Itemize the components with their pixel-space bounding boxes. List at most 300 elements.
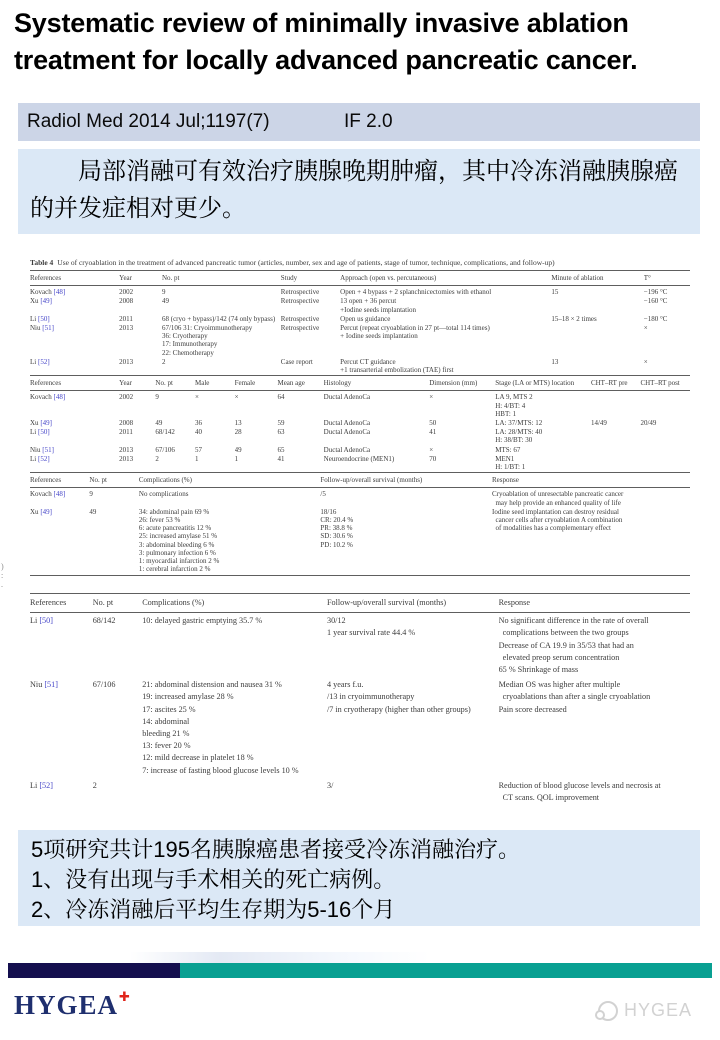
- table-cell: [155, 455, 195, 471]
- table-text-line: 2: [92, 780, 97, 790]
- summary-top-text: 局部消融可有效治疗胰腺晚期肿瘤，其中冷冻消融胰腺癌的并发症相对更少。: [30, 158, 678, 222]
- citation-number: [52]: [39, 780, 53, 790]
- table-cell: [495, 428, 591, 444]
- table-cell: [429, 428, 495, 444]
- table-cell: [429, 455, 495, 471]
- table-text-line: 10: delayed gastric emptying 35.7 %: [142, 616, 263, 626]
- table-cell: [277, 393, 323, 418]
- table-row: [30, 779, 690, 804]
- table-row: [30, 323, 690, 357]
- table-text-line: 9: [155, 393, 159, 402]
- table-text-line: elevated preop serum concentration: [498, 652, 620, 662]
- summary-box-bottom: [18, 830, 700, 926]
- citation-number: [51]: [42, 324, 54, 333]
- table-cell: [235, 455, 278, 471]
- table-text-line: 2013: [119, 357, 134, 366]
- table-text-line: [640, 393, 688, 401]
- table-cell: [640, 419, 690, 427]
- table-text-line: 67/106: [92, 680, 116, 690]
- table-column-header: [142, 597, 327, 609]
- table-cell: [281, 358, 340, 374]
- table-text-line: 9: [89, 490, 93, 499]
- table-text-line: 1: myocardial infarction 2 %: [138, 557, 220, 566]
- table-cell: [119, 455, 155, 471]
- table-cell: [492, 508, 690, 574]
- table-text-line: LA 9, MTS 2: [495, 393, 533, 402]
- table-rule: [30, 375, 690, 376]
- citation-number: [49]: [40, 507, 52, 516]
- table-text-line: Xu [49]: [30, 507, 52, 516]
- table-text-line: PD: 10.2 %: [320, 540, 353, 549]
- table-cell: [30, 419, 119, 427]
- table-cell: [93, 780, 143, 804]
- table-text-line: 13: fever 20 %: [142, 741, 191, 751]
- table-cell: [235, 428, 278, 444]
- table-row: [30, 296, 690, 313]
- table-cell: [324, 446, 430, 454]
- table-text-line: H: 1/BT: 1: [495, 463, 526, 472]
- table-text-line: −196 °C: [643, 288, 668, 297]
- table-text-line: 1 year survival rate 44.4 %: [326, 628, 416, 638]
- table-text-line: 36: [194, 419, 202, 428]
- citation-number: [49]: [40, 419, 52, 428]
- table-text-line: CT scans. QOL improvement: [498, 793, 600, 803]
- table-column-header: [320, 476, 492, 484]
- table-cell: [327, 780, 499, 804]
- table-cell: [340, 324, 551, 357]
- table-text-line: No significant difference in the rate of overall: [498, 616, 649, 626]
- table-text-line: Percut (repeat cryoablation in 27 pt—total 114 times): [340, 324, 490, 333]
- table-text-line: 2002: [119, 288, 134, 297]
- table-text-line: Study: [280, 274, 298, 282]
- table-cell: [640, 446, 690, 454]
- table-text-line: /7 in cryotherapy (higher than other groups): [326, 704, 471, 714]
- table-cell: [495, 455, 591, 471]
- table-cell: [324, 419, 430, 427]
- table-header-row: [30, 272, 690, 284]
- table-text-line: Ductal AdenoCa: [323, 419, 371, 428]
- table-cell: [162, 315, 281, 323]
- table-cell: [591, 393, 641, 418]
- table-text-line: 1: [234, 454, 239, 463]
- table-text-line: Follow-up/overall survival (months): [326, 598, 447, 607]
- table-row: [30, 454, 690, 471]
- table-text-line: PR: 38.8 %: [320, 524, 353, 533]
- table-text-line: References: [30, 476, 62, 485]
- table-cell: [429, 393, 495, 418]
- table-cell: [340, 315, 551, 323]
- table-text-line: Response: [491, 476, 519, 485]
- table-text-line: Kovach [48]: [30, 393, 66, 402]
- table-cell: [30, 297, 119, 313]
- table-text-line: 68 (cryo + bypass)/142 (74 only bypass): [161, 314, 276, 323]
- table-column-header: [277, 379, 323, 387]
- paper-table-part2: [30, 592, 690, 806]
- citation-number: [52]: [37, 357, 50, 366]
- table-text-line: complications between the two groups: [498, 628, 629, 638]
- table-text-line: Ductal AdenoCa: [323, 428, 371, 437]
- table-text-line: 26: fever 53 %: [138, 516, 181, 525]
- table-column-header: [281, 274, 340, 282]
- table-text-line: Kovach [48]: [30, 288, 66, 297]
- table-column-header: [495, 379, 591, 387]
- table-cell: [142, 615, 327, 676]
- table-cell: [30, 315, 119, 323]
- table-text-line: Open us guidance: [340, 314, 391, 323]
- table-text-line: Female: [234, 379, 256, 388]
- table-text-line: ×: [429, 445, 434, 454]
- footer-bar-teal: [180, 963, 712, 978]
- table-text-line: 14/49: [590, 419, 607, 428]
- table-text-line: HBT: 1: [495, 409, 517, 418]
- table-column-header: [499, 597, 690, 609]
- table-cell: [155, 428, 195, 444]
- table-cell: [30, 490, 89, 506]
- table-text-line: 18/16: [320, 507, 337, 516]
- table-text-line: 2013: [119, 445, 134, 454]
- table-column-header: [235, 379, 278, 387]
- table-cell: [640, 393, 690, 418]
- table-text-line: Pain score decreased: [498, 704, 567, 714]
- table-column-header: [644, 274, 690, 282]
- table-text-line: bleeding 21 %: [142, 729, 190, 739]
- table-cell: [551, 297, 643, 313]
- table-cell: [277, 455, 323, 471]
- table-text-line: ×: [194, 393, 199, 402]
- table-text-line: 49: [161, 297, 169, 306]
- table-text-line: Stage (LA or MTS) location: [495, 379, 575, 388]
- table-text-line: No. pt: [92, 598, 114, 607]
- table-column-header: [429, 379, 495, 387]
- table-rule: [30, 575, 690, 576]
- table-text-line: 2: [161, 357, 166, 366]
- table-text-line: [640, 428, 688, 436]
- table-column-header: [492, 476, 690, 484]
- table-cell: [499, 780, 690, 804]
- table-text-line: 13: [234, 419, 242, 428]
- table-text-line: Niu [51]: [30, 445, 54, 454]
- table-cell: [281, 324, 340, 357]
- table-text-line: Iodine seed implantation can destroy residual: [491, 507, 619, 516]
- table-cell: [195, 393, 235, 418]
- table-text-line: 1: [194, 454, 199, 463]
- table-text-line: + Iodine seeds implantation: [340, 332, 418, 341]
- table-column-header: [119, 274, 162, 282]
- table-cell: [89, 490, 139, 506]
- table-cell: [499, 615, 690, 676]
- table-text-line: 3/: [326, 780, 334, 790]
- table-text-line: 2013: [119, 324, 134, 333]
- table-cell: [277, 428, 323, 444]
- impact-factor: IF 2.0: [344, 111, 393, 132]
- citation-number: [48]: [53, 288, 66, 297]
- table-text-line: cryoablations than after a single cryoablation: [498, 692, 651, 702]
- table-row: [30, 507, 690, 574]
- table-text-line: +1 transarterial embolization (TAE) first: [340, 366, 454, 375]
- table-text-line: 34: abdominal pain 69 %: [138, 507, 210, 516]
- table-text-line: SD: 30.6 %: [320, 532, 353, 541]
- table-text-line: Percut CT guidance: [340, 357, 396, 366]
- table-text-line: Case report: [280, 357, 313, 366]
- table-text-line: [591, 446, 639, 454]
- table-text-line: 2011: [119, 428, 133, 437]
- summary-bottom-line1: 5项研究共计195名胰腺癌患者接受冷冻消融治疗。: [31, 837, 520, 862]
- table-column-header: [195, 379, 235, 387]
- table-column-header: [551, 274, 643, 282]
- table-cell: [119, 315, 162, 323]
- table-text-line: 64: [277, 393, 285, 402]
- table-cell: [644, 358, 690, 374]
- table-cell: [30, 508, 89, 574]
- table-text-line: −160 °C: [643, 297, 668, 306]
- table-cell: [324, 428, 430, 444]
- table-text-line: Cryoablation of unresectable pancreatic cancer: [491, 490, 624, 499]
- citation-number: [51]: [44, 680, 58, 690]
- table-text-line: Ductal AdenoCa: [323, 445, 371, 454]
- slide-title-line2: treatment for locally advanced pancreatic cancer.: [14, 45, 638, 75]
- table-text-line: 4 years f.u.: [326, 680, 364, 690]
- table-cell: [30, 288, 119, 296]
- table-text-line: 3: abdominal bleeding 6 %: [138, 540, 215, 549]
- table-text-line: Li [52]: [30, 780, 53, 790]
- table-text-line: Li [52]: [30, 357, 50, 366]
- table-text-line: 57: [194, 445, 202, 454]
- table-cell: [30, 780, 93, 804]
- table-cell: [429, 419, 495, 427]
- table-cell: [429, 446, 495, 454]
- table-cell: [195, 428, 235, 444]
- table-text-line: 22: Chemotherapy: [161, 348, 214, 357]
- table-column-header: [327, 597, 499, 609]
- citation-number: [50]: [39, 616, 53, 626]
- table-text-line: 41: [277, 454, 285, 463]
- table-text-line: ×: [429, 393, 434, 402]
- table-text-line: CR: 20.4 %: [320, 516, 354, 525]
- table-cell: [281, 315, 340, 323]
- table-cell: [162, 324, 281, 357]
- table-cell: [139, 490, 321, 506]
- citation-number: [50]: [37, 314, 50, 323]
- table-text-line: CHT–RT pre: [590, 379, 628, 388]
- table-cell: [495, 419, 591, 427]
- table-cell: [30, 393, 119, 418]
- table-cell: [155, 419, 195, 427]
- table-header-row: [30, 474, 690, 486]
- table-text-line: +Iodine seeds implantation: [340, 305, 417, 314]
- table-text-line: 3: pulmonary infection 6 %: [138, 548, 216, 557]
- table-text-line: 49: [89, 507, 97, 516]
- table-rule: [30, 390, 690, 391]
- table-text-line: Mean age: [277, 379, 305, 388]
- table-rule: [30, 593, 690, 594]
- table-column-header: [340, 274, 551, 282]
- table-text-line: 40: [194, 428, 202, 437]
- citation-number: [48]: [53, 490, 66, 499]
- table-text-line: 7: increase of fasting blood glucose levels 10 %: [142, 765, 299, 775]
- table-text-line: Dimension (mm): [429, 379, 478, 388]
- citation-number: [49]: [40, 297, 52, 306]
- table-cell: [139, 508, 321, 574]
- slide-title-line1: Systematic review of minimally invasive ablation: [14, 8, 629, 38]
- table-cell: [30, 324, 119, 357]
- table-text-line: 2008: [119, 419, 134, 428]
- citation-number: [51]: [42, 445, 54, 454]
- table-text-line: 63: [277, 428, 285, 437]
- table-cell: [89, 508, 139, 574]
- table-cell: [195, 446, 235, 454]
- table-cell: [195, 455, 235, 471]
- table-cell: [320, 508, 492, 574]
- table-text-line: Xu [49]: [30, 419, 52, 428]
- table-text-line: Median OS was higher after multiple: [498, 680, 621, 690]
- table-text-line: 65 % Shrinkage of mass: [498, 665, 579, 675]
- table-rule: [30, 472, 690, 473]
- table-cell: [324, 393, 430, 418]
- citation-number: [50]: [37, 428, 50, 437]
- table-cell: [640, 455, 690, 471]
- table-text-line: MTS: 67: [495, 445, 521, 454]
- table-text-line: Retrospective: [280, 297, 320, 306]
- summary-box-top: [18, 149, 700, 234]
- table-cell: [591, 446, 641, 454]
- table-cell: [495, 446, 591, 454]
- table-cell: [340, 297, 551, 313]
- table-text-line: 17: ascites 25 %: [142, 704, 196, 714]
- table-text-line: 49: [234, 445, 242, 454]
- table-cell: [644, 288, 690, 296]
- table-text-line: References: [30, 598, 67, 607]
- table-text-line: T°: [643, 274, 651, 282]
- table-cell: [119, 446, 155, 454]
- table-text-line: LA: 37/MTS: 12: [495, 419, 543, 428]
- table-text-line: 6: acute pancreatitis 12 %: [138, 524, 212, 533]
- table-text-line: may help provide an enhanced quality of life: [491, 498, 621, 507]
- citation-number: [52]: [37, 454, 50, 463]
- table-text-line: /5: [320, 490, 326, 499]
- hygea-logo: [14, 990, 130, 1021]
- table-cell: [162, 297, 281, 313]
- table-cell: [551, 288, 643, 296]
- table-cell: [195, 419, 235, 427]
- table-row: [30, 445, 690, 454]
- table-text-line: 2011: [119, 314, 133, 323]
- table-text-line: /13 in cryoimmunotherapy: [326, 692, 415, 702]
- table-column-header: [30, 379, 119, 387]
- footer-bar-navy: [8, 963, 180, 978]
- table-text-line: 20/49: [640, 419, 657, 428]
- table-cell: [324, 455, 430, 471]
- table-column-header: [324, 379, 430, 387]
- table-text-line: 65: [277, 445, 285, 454]
- table-text-line: H: 4/BT: 4: [495, 401, 526, 410]
- table-text-line: No. pt: [89, 476, 107, 485]
- table-rule: [30, 270, 690, 271]
- table-column-header: [155, 379, 195, 387]
- table-text-line: 2008: [119, 297, 134, 306]
- table-text-line: No. pt: [155, 379, 173, 388]
- hygea-logo-text: HYGEA: [14, 990, 119, 1020]
- table-text-line: Follow-up/overall survival (months): [320, 476, 423, 485]
- table-text-line: 68/142: [155, 428, 175, 437]
- table-text-line: Complications (%): [138, 476, 192, 485]
- table-cell: [499, 679, 690, 777]
- table-cell: [30, 615, 93, 676]
- table-column-header: [119, 379, 155, 387]
- table-text-line: 25: increased amylase 51 %: [138, 532, 218, 541]
- table-text-line: Retrospective: [280, 314, 320, 323]
- table-column-header: [30, 597, 93, 609]
- table-cell: [142, 780, 327, 804]
- table-row: [30, 287, 690, 296]
- table-text-line: [640, 455, 688, 463]
- table-cell: [235, 393, 278, 418]
- table-text-line: ×: [643, 357, 648, 366]
- table-row: [30, 357, 690, 374]
- table-cell: [320, 490, 492, 506]
- table-text-line: −180 °C: [643, 314, 668, 323]
- summary-bottom-line3: 2、冷冻消融后平均生存期为5-16个月: [31, 897, 396, 922]
- slide-title: [14, 5, 714, 79]
- logo-plus-icon: ✚: [119, 990, 130, 1005]
- table-cell: [340, 288, 551, 296]
- table-text-line: 41: [429, 428, 437, 437]
- table-cell: [551, 324, 643, 357]
- table-cell: [495, 393, 591, 418]
- table-text-line: 68/142: [92, 616, 116, 626]
- table-cell: [30, 428, 119, 444]
- table-text-line: ×: [234, 393, 239, 402]
- table-text-line: 67/106 31: Cryoimmunotherapy: [161, 324, 253, 333]
- table-text-line: 12: mild decrease in platelet 18 %: [142, 753, 254, 763]
- table-cell: [30, 679, 93, 777]
- table-text-line: 2: [155, 454, 159, 463]
- table-cell: [119, 419, 155, 427]
- table-text-line: LA: 28/MTS: 40: [495, 428, 543, 437]
- table-text-line: Li [50]: [30, 428, 50, 437]
- table-row: [30, 678, 690, 777]
- hygea-watermark: [598, 1000, 692, 1021]
- table-column-header: [30, 274, 119, 282]
- table-text-line: Li [50]: [30, 314, 50, 323]
- table-text-line: Kovach [48]: [30, 490, 66, 499]
- table-cell: [155, 446, 195, 454]
- table-text-line: Niu [51]: [30, 324, 54, 333]
- table-cell: [119, 297, 162, 313]
- table-text-line: 30/12: [326, 616, 346, 626]
- table-text-line: 9: [161, 288, 166, 297]
- table-cell: [162, 288, 281, 296]
- table-cell: [340, 358, 551, 374]
- table-text-line: 2002: [119, 393, 134, 402]
- table-text-line: Ductal AdenoCa: [323, 393, 371, 402]
- table-text-line: 14: abdominal: [142, 716, 190, 726]
- table-row: [30, 314, 690, 323]
- table-cell: [277, 446, 323, 454]
- table-row: [30, 614, 690, 676]
- table-text-line: 67/106: [155, 445, 175, 454]
- table-row: [30, 418, 690, 427]
- table-cell: [327, 615, 499, 676]
- table-text-line: 19: increased amylase 28 %: [142, 692, 234, 702]
- table-text-line: 59: [277, 419, 285, 428]
- table-text-line: 21: abdominal distension and nausea 31 %: [142, 680, 282, 690]
- table-cell: [119, 324, 162, 357]
- table-text-line: Response: [498, 598, 530, 607]
- table-text-line: Minute of ablation: [551, 274, 604, 282]
- table-text-line: H: 38/BT: 30: [495, 436, 533, 445]
- table-cell: [640, 428, 690, 444]
- table-text-line: No complications: [138, 490, 189, 499]
